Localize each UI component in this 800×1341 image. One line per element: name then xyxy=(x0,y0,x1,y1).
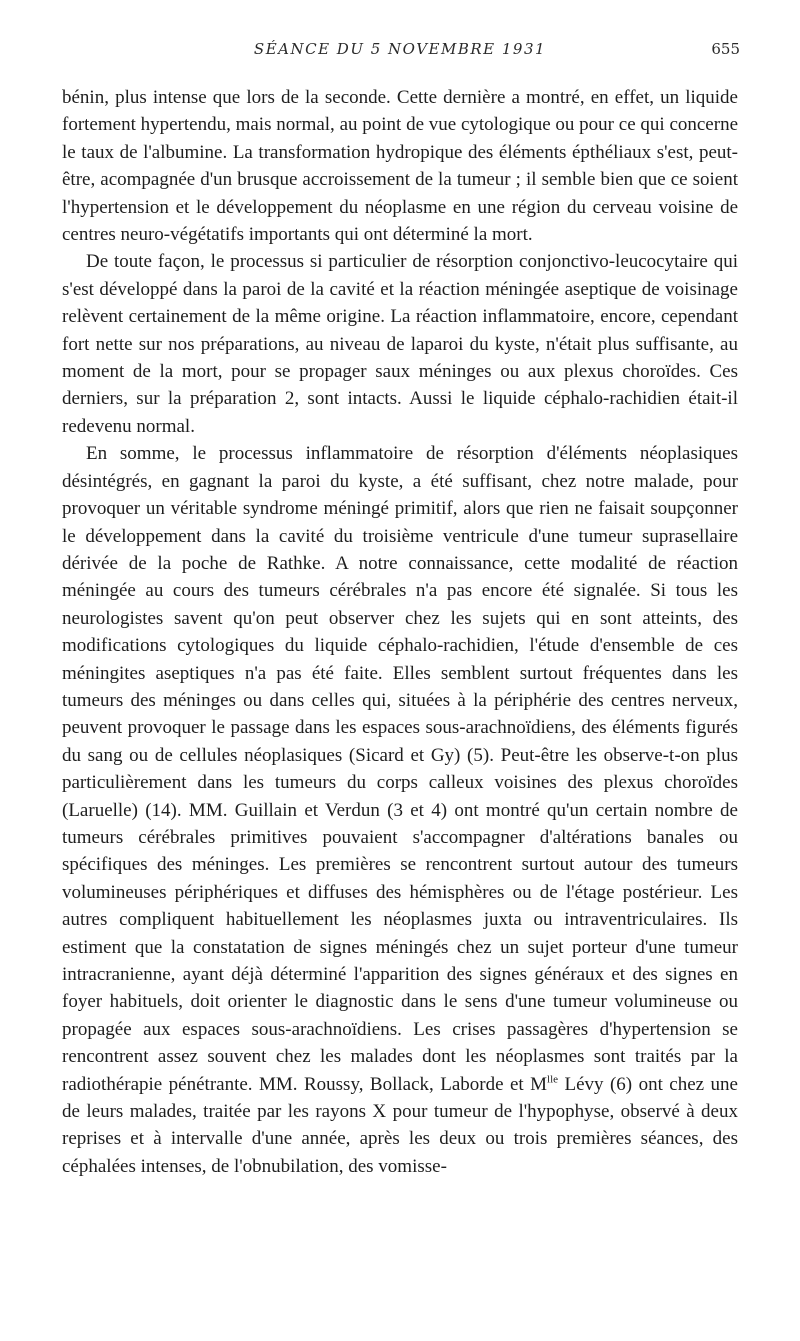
paragraph-3-text-after: Lévy (6) ont chez une de leurs malades, traitée par les rayons X pour tumeur de l'hypophyse, observé à deux reprises et à intervalle d'une année, après les deux ou trois premières séances, des céphalées intenses, de l'obnubilation, des vomisse- xyxy=(62,1073,738,1177)
body-text xyxy=(62,84,738,1180)
paragraph-3-text-before: En somme, le processus inflammatoire de résorption d'éléments néoplasiques désintégrés, en gagnant la paroi du kyste, a été suffisant, chez notre malade, pour provoquer un véritable syndrome méningé primitif, alors que rien ne faisait soupçonner le développement dans la cavité du troisième ventricule d'une tumeur suprasellaire dérivée de la poche de Rathke. A notre connaissance, cette modalité de réaction méningée au cours des tumeurs cérébrales n'a pas encore été signalée. Si tous les neurologistes savent qu'on peut observer chez les sujets qui en sont atteints, des modifications cytologiques du liquide céphalo-rachidien, l'étude d'ensemble de ces méningites aseptiques n'a pas été faite. Elles semblent surtout fréquentes dans les tumeurs des méninges ou dans celles qui, situées à la périphérie des centres nerveux, peuvent provoquer le passage dans les espaces sous-arachnoïdiens, des éléments figurés du sang ou de cellules néoplasiques (Sicard et Gy) (5). Peut-être les observe-t-on plus particulièrement dans les tumeurs du corps calleux voisines des plexus choroïdes (Laruelle) (14). MM. Guillain et Verdun (3 et 4) ont montré qu'un certain nombre de tumeurs cérébrales primitives pouvaient s'accompagner d'altérations banales ou spécifiques des méninges. Les premières se rencontrent surtout autour des tumeurs volumineuses périphériques et diffuses des hémisphères ou de l'étage postérieur. Les autres compliquent habituellement les néoplasmes juxta ou intraventriculaires. Ils estiment que la constatation de signes méningés chez un sujet porteur d'une tumeur intracranienne, ayant déjà déterminé l'apparition des signes généraux et des signes en foyer habituels, doit orienter le diagnostic dans le sens d'une tumeur volumineuse ou propagée aux espaces sous-arachnoïdiens. Les crises passagères d'hypertension se rencontrent assez souvent chez les malades dont les néoplasmes sont traités par la radiothérapie pénétrante. MM. Roussy, Bollack, Laborde et M xyxy=(62,443,738,1095)
paragraph-1: bénin, plus intense que lors de la seconde. Cette dernière a montré, en effet, un liquide fortement hypertendu, mais normal, au point de vue cytologique ou pour ce qui concerne le taux de l'albumine. La transformation hydropique des éléments épthéliaux s'est, peut-être, acompagnée d'un brusque accroissement de la tumeur ; il semble bien que ce soient l'hypertension et le développement du néoplasme en une région du cerveau voisine de centres neuro-végétatifs importants qui ont déterminé la mort. xyxy=(62,87,738,246)
running-header xyxy=(60,40,740,68)
page-number: 655 xyxy=(711,40,740,58)
paragraph-3 xyxy=(62,440,738,1180)
paragraph-3-superscript: lle xyxy=(547,1073,559,1086)
running-title: SÉANCE DU 5 NOVEMBRE 1931 xyxy=(253,40,547,58)
paragraph-2: De toute façon, le processus si particulier de résorption conjonctivo-leucocytaire qui s'est développé dans la paroi de la cavité et la réaction méningée aseptique de voisinage relèvent certainement de la même origine. La réaction inflammatoire, encore, cependant fort nette sur nos préparations, au niveau de laparoi du kyste, n'était plus suffisante, au moment de la mort, pour se propager saux méninges ou aux plexus choroïdes. Ces derniers, sur la préparation 2, sont intacts. Aussi le liquide céphalo-rachidien était-il redevenu normal. xyxy=(62,251,738,437)
